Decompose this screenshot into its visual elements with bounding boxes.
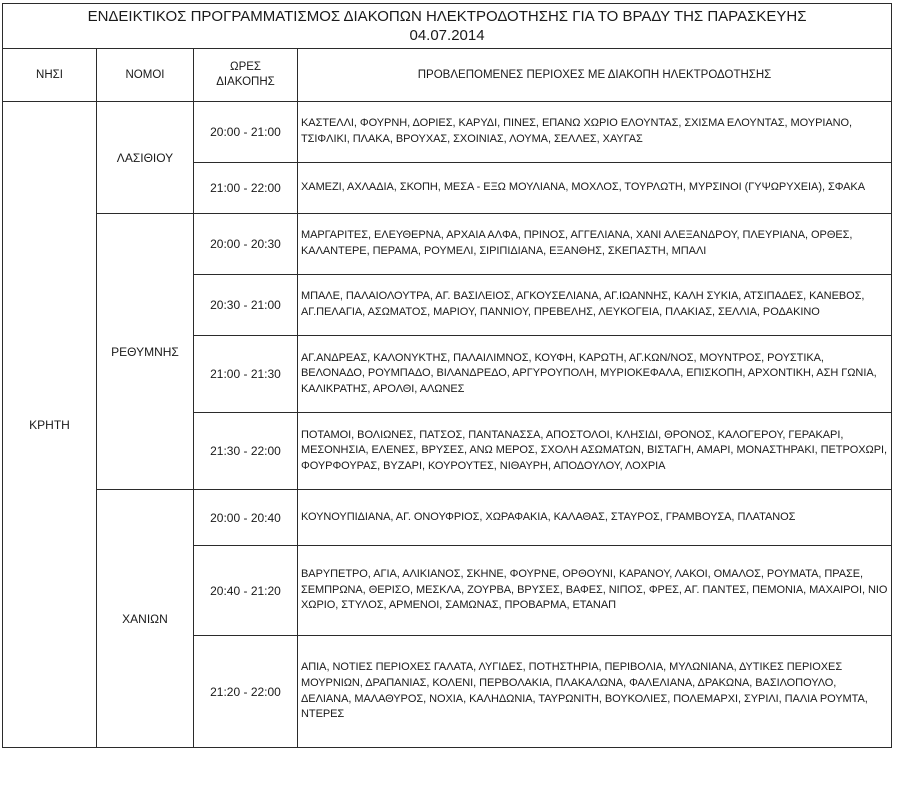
header-island: ΝΗΣΙ bbox=[3, 49, 97, 102]
table-row bbox=[3, 490, 892, 546]
header-row bbox=[3, 49, 892, 102]
areas-cell: ΚΟΥΝΟΥΠΙΔΙΑΝΑ, ΑΓ. ΟΝΟΥΦΡΙΟΣ, ΧΩΡΑΦΑΚΙΑ, ΚΑΛΑΘΑΣ, ΣΤΑΥΡΟΣ, ΓΡΑΜΒΟΥΣΑ, ΠΛΑΤΑΝΟΣ bbox=[298, 490, 892, 546]
title-line-1: ΕΝΔΕΙΚΤΙΚΟΣ ΠΡΟΓΡΑΜΜΑΤΙΣΜΟΣ ΔΙΑΚΟΠΩΝ ΗΛΕΚΤΡΟΔΟΤΗΣΗΣ ΓΙΑ ΤΟ ΒΡΑΔΥ ΤΗΣ ΠΑΡΑΣΚΕΥΗΣ bbox=[87, 8, 807, 25]
areas-cell: ΠΟΤΑΜΟΙ, ΒΟΛΙΩΝΕΣ, ΠΑΤΣΟΣ, ΠΑΝΤΑΝΑΣΣΑ, ΑΠΟΣΤΟΛΟΙ, ΚΛΗΣΙΔΙ, ΘΡΟΝΟΣ, ΚΑΛΟΓΕΡΟΥ, ΓΕΡΑΚΑΡΙ, ΜΕΣΟΝΗΣΙΑ, ΕΛΕΝΕΣ, ΒΡΥΣΕΣ, ΑΝΩ ΜΕΡΟΣ, ΣΧΟΛΗ ΑΣΩΜΑΤΩΝ, ΒΙΣΤΑΓΗ, ΑΜΑΡΙ, ΜΟΝΑΣΤΗΡΑΚΙ, ΠΕΤΡΟΧΩΡΙ, ΦΟΥΡΦΟΥΡΑΣ, ΒΥΖΑΡΙ, ΚΟΥΡΟΥΤΕΣ, ΝΙΘΑΥΡΗ, ΑΠΟΔΟΥΛΟΥ, ΛΟΧΡΙΑ bbox=[298, 413, 892, 490]
areas-cell: ΜΑΡΓΑΡΙΤΕΣ, ΕΛΕΥΘΕΡΝΑ, ΑΡΧΑΙΑ ΑΛΦΑ, ΠΡΙΝΟΣ, ΑΓΓΕΛΙΑΝΑ, ΧΑΝΙ ΑΛΕΞΑΝΔΡΟΥ, ΠΛΕΥΡΙΑΝΑ, ΟΡΘΕΣ, ΚΑΛΑΝΤΕΡΕ, ΠΕΡΑΜΑ, ΡΟΥΜΕΛΙ, ΣΙΡΙΠΙΔΙΑΝΑ, ΕΞΑΝΘΗΣ, ΣΚΕΠΑΣΤΗ, ΜΠΑΛΙ bbox=[298, 214, 892, 275]
time-cell: 20:00 - 21:00 bbox=[194, 102, 298, 163]
island-cell: ΚΡΗΤΗ bbox=[3, 102, 97, 748]
header-hours bbox=[194, 49, 298, 102]
time-cell: 21:30 - 22:00 bbox=[194, 413, 298, 490]
areas-cell: ΑΠΙΑ, ΝΟΤΙΕΣ ΠΕΡΙΟΧΕΣ ΓΑΛΑΤΑ, ΛΥΓΙΔΕΣ, ΠΟΤΗΣΤΗΡΙΑ, ΠΕΡΙΒΟΛΙΑ, ΜΥΛΩΝΙΑΝΑ, ΔΥΤΙΚΕΣ ΠΕΡΙΟΧΕΣ ΜΟΥΡΝΙΩΝ, ΔΡΑΠΑΝΙΑΣ, ΚΟΛΕΝΙ, ΠΕΡΒΟΛΑΚΙΑ, ΠΛΑΚΑΛΩΝΑ, ΦΑΛΕΛΙΑΝΑ, ΔΡΑΚΩΝΑ, ΒΑΣΙΛΟΠΟΥΛΟ, ΔΕΛΙΑΝΑ, ΜΑΛΑΘΥΡΟΣ, ΝΟΧΙΑ, ΚΑΛΗΔΩΝΙΑ, ΤΑΥΡΩΝΙΤΗ, ΒΟΥΚΟΛΙΕΣ, ΠΟΛΕΜΑΡΧΙ, ΣΥΡΙΛΙ, ΠΑΛΙΑ ΡΟΥΜΤΑ, ΝΤΕΡΕΣ bbox=[298, 636, 892, 748]
areas-cell: ΒΑΡΥΠΕΤΡΟ, ΑΓΙΑ, ΑΛΙΚΙΑΝΟΣ, ΣΚΗΝΕ, ΦΟΥΡΝΕ, ΟΡΘΟΥΝΙ, ΚΑΡΑΝΟΥ, ΛΑΚΟΙ, ΟΜΑΛΟΣ, ΡΟΥΜΑΤΑ, ΠΡΑΣΕ, ΣΕΜΠΡΩΝΑ, ΘΕΡΙΣΟ, ΜΕΣΚΛΑ, ΖΟΥΡΒΑ, ΒΡΥΣΕΣ, ΒΑΦΕΣ, ΝΙΠΟΣ, ΦΡΕΣ, ΑΓ. ΠΑΝΤΕΣ, ΠΕΜΟΝΙΑ, ΜΑΧΑΙΡΟΙ, ΝΙΟ ΧΩΡΙΟ, ΣΤΥΛΟΣ, ΑΡΜΕΝΟΙ, ΣΑΜΩΝΑΣ, ΠΡΟΒΑΡΜΑ, ΕΤΑΝΑΠ bbox=[298, 546, 892, 636]
areas-cell: ΑΓ.ΑΝΔΡΕΑΣ, ΚΑΛΟΝΥΚΤΗΣ, ΠΑΛΑΙΛΙΜΝΟΣ, ΚΟΥΦΗ, ΚΑΡΩΤΗ, ΑΓ.ΚΩΝ/ΝΟΣ, ΜΟΥΝΤΡΟΣ, ΡΟΥΣΤΙΚΑ, ΒΕΛΟΝΑΔΟ, ΡΟΥΜΠΑΔΟ, ΒΙΛΑΝΔΡΕΔΟ, ΑΡΓΥΡΟΥΠΟΛΗ, ΜΥΡΙΟΚΕΦΑΛΑ, ΕΠΙΣΚΟΠΗ, ΑΡΧΟΝΤΙΚΗ, ΑΣΗ ΓΩΝΙΑ, ΚΑΛΙΚΡΑΤΗΣ, ΑΡΟΛΘΙ, ΑΛΩΝΕΣ bbox=[298, 336, 892, 413]
time-cell: 20:00 - 20:40 bbox=[194, 490, 298, 546]
areas-cell: ΜΠΑΛΕ, ΠΑΛΑΙΟΛΟΥΤΡΑ, ΑΓ. ΒΑΣΙΛΕΙΟΣ, ΑΓΚΟΥΣΕΛΙΑΝΑ, ΑΓ.ΙΩΑΝΝΗΣ, ΚΑΛΗ ΣΥΚΙΑ, ΑΤΣΙΠΑΔΕΣ, ΚΑΝΕΒΟΣ, ΑΓ.ΠΕΛΑΓΙΑ, ΑΣΩΜΑΤΟΣ, ΜΑΡΙΟΥ, ΠΑΝΝΙΟΥ, ΠΡΕΒΕΛΗΣ, ΛΕΥΚΟΓΕΙΑ, ΠΛΑΚΙΑΣ, ΣΕΛΛΙΑ, ΡΟΔΑΚΙΝΟ bbox=[298, 275, 892, 336]
title-line-2: 04.07.2014 bbox=[409, 27, 485, 44]
time-cell: 21:00 - 22:00 bbox=[194, 163, 298, 214]
header-hours-line-2: ΔΙΑΚΟΠΗΣ bbox=[216, 76, 275, 88]
header-hours-line-1: ΩΡΕΣ bbox=[229, 61, 262, 73]
areas-cell: ΧΑΜΕΖΙ, ΑΧΛΑΔΙΑ, ΣΚΟΠΗ, ΜΕΣΑ - ΕΞΩ ΜΟΥΛΙΑΝΑ, ΜΟΧΛΟΣ, ΤΟΥΡΛΩΤΗ, ΜΥΡΣΙΝΟΙ (ΓΥΨΩΡΥΧΕΙΑ), ΣΦΑΚΑ bbox=[298, 163, 892, 214]
time-cell: 21:00 - 21:30 bbox=[194, 336, 298, 413]
table-row bbox=[3, 214, 892, 275]
prefecture-rethymno: ΡΕΘΥΜΝΗΣ bbox=[97, 214, 194, 490]
time-cell: 20:30 - 21:00 bbox=[194, 275, 298, 336]
header-areas: ΠΡΟΒΛΕΠΟΜΕΝΕΣ ΠΕΡΙΟΧΕΣ ΜΕ ΔΙΑΚΟΠΗ ΗΛΕΚΤΡΟΔΟΤΗΣΗΣ bbox=[298, 49, 892, 102]
title-row bbox=[3, 4, 892, 49]
outage-schedule-table bbox=[2, 3, 892, 748]
areas-cell: ΚΑΣΤΕΛΛΙ, ΦΟΥΡΝΗ, ΔΟΡΙΕΣ, ΚΑΡΥΔΙ, ΠΙΝΕΣ, ΕΠΑΝΩ ΧΩΡΙΟ ΕΛΟΥΝΤΑΣ, ΣΧΙΣΜΑ ΕΛΟΥΝΤΑΣ, ΜΟΥΡΙΑΝΟ, ΤΣΙΦΛΙΚΙ, ΠΛΑΚΑ, ΒΡΟΥΧΑΣ, ΣΧΟΙΝΙΑΣ, ΛΟΥΜΑ, ΣΕΛΛΕΣ, ΧΑΥΓΑΣ bbox=[298, 102, 892, 163]
table-row bbox=[3, 102, 892, 163]
time-cell: 21:20 - 22:00 bbox=[194, 636, 298, 748]
prefecture-chania: ΧΑΝΙΩΝ bbox=[97, 490, 194, 748]
header-prefecture: ΝΟΜΟΙ bbox=[97, 49, 194, 102]
document-title bbox=[3, 4, 892, 49]
time-cell: 20:00 - 20:30 bbox=[194, 214, 298, 275]
prefecture-lasithi: ΛΑΣΙΘΙΟΥ bbox=[97, 102, 194, 214]
time-cell: 20:40 - 21:20 bbox=[194, 546, 298, 636]
